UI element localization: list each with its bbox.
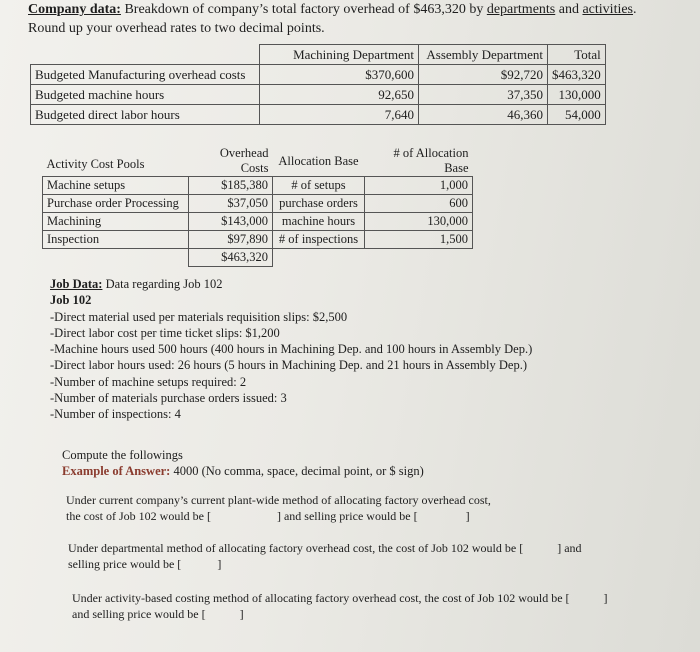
budget-table <box>30 44 606 125</box>
question-departmental: Under departmental method of allocating factory overhead cost, the cost of Job 102 would be [ ] and selling price would be [ ] <box>68 541 582 571</box>
table-row: Budgeted direct labor hours 7,640 46,360 54,000 <box>31 105 606 125</box>
example-label: Example of Answer: <box>62 464 171 478</box>
overhead-total: $463,320 <box>189 249 273 267</box>
table-row: Machine setups $185,380 # of setups 1,000 <box>43 177 473 195</box>
col-overhead-costs: Overhead Costs <box>219 146 269 175</box>
question-plantwide: Under current company’s current plant-wide method of allocating factory overhead cost, the cost of Job 102 would be [ ] and selling price would be [ ] <box>66 493 491 523</box>
company-data-heading: Company data: Breakdown of company’s total factory overhead of $463,320 by departments and activities. <box>28 2 637 17</box>
table-row: Machining $143,000 machine hours 130,000 <box>43 213 473 231</box>
activity-cost-table <box>42 146 473 267</box>
compute-section: Compute the followings Example of Answer: 4000 (No comma, space, decimal point, or $ sign) <box>62 448 424 478</box>
company-data-label: Company data: <box>28 2 121 17</box>
rounding-instruction: Round up your overhead rates to two decimal points. <box>28 21 325 36</box>
table-row: Budgeted Manufacturing overhead costs $370,600 $92,720 $463,320 <box>31 65 606 85</box>
col-activity-cost-pools: Activity Cost Pools <box>46 156 145 171</box>
col-machining: Machining Department <box>260 45 419 65</box>
table-row: Inspection $97,890 # of inspections 1,500 <box>43 231 473 249</box>
activity-total-row <box>43 249 473 267</box>
activity-header-row <box>43 146 473 177</box>
question-activity-based: Under activity-based costing method of allocating factory overhead cost, the cost of Job 102 would be [ ] and selling price would be [ ] <box>72 591 608 621</box>
job-data-section: Job Data: Data regarding Job 102 Job 102 -Direct material used per materials requisition slips: $2,500 -Direct labor cost per time ticket slips: $1,200 -Machine hours used 500 hours (400 hours in Machining Dep. and 100 hours in Assembly Dep.) -Direct labor hours used: 26 hours (5 hours in Machining Dep. and 21 hours in Assembly Dep.) -Number of machine setups required: 2 -Number of materials purchase orders issued: 3 -Number of inspections: 4 <box>50 277 533 422</box>
col-allocation-base: Allocation Base <box>278 153 359 168</box>
budget-header-row <box>31 45 606 65</box>
job-name: Job 102 <box>50 293 92 308</box>
col-assembly: Assembly Department <box>419 45 548 65</box>
table-row: Budgeted machine hours 92,650 37,350 130,000 <box>31 85 606 105</box>
table-row: Purchase order Processing $37,050 purchase orders 600 <box>43 195 473 213</box>
col-num-allocation-base: # of Allocation Base <box>393 146 469 175</box>
col-total: Total <box>548 45 606 65</box>
